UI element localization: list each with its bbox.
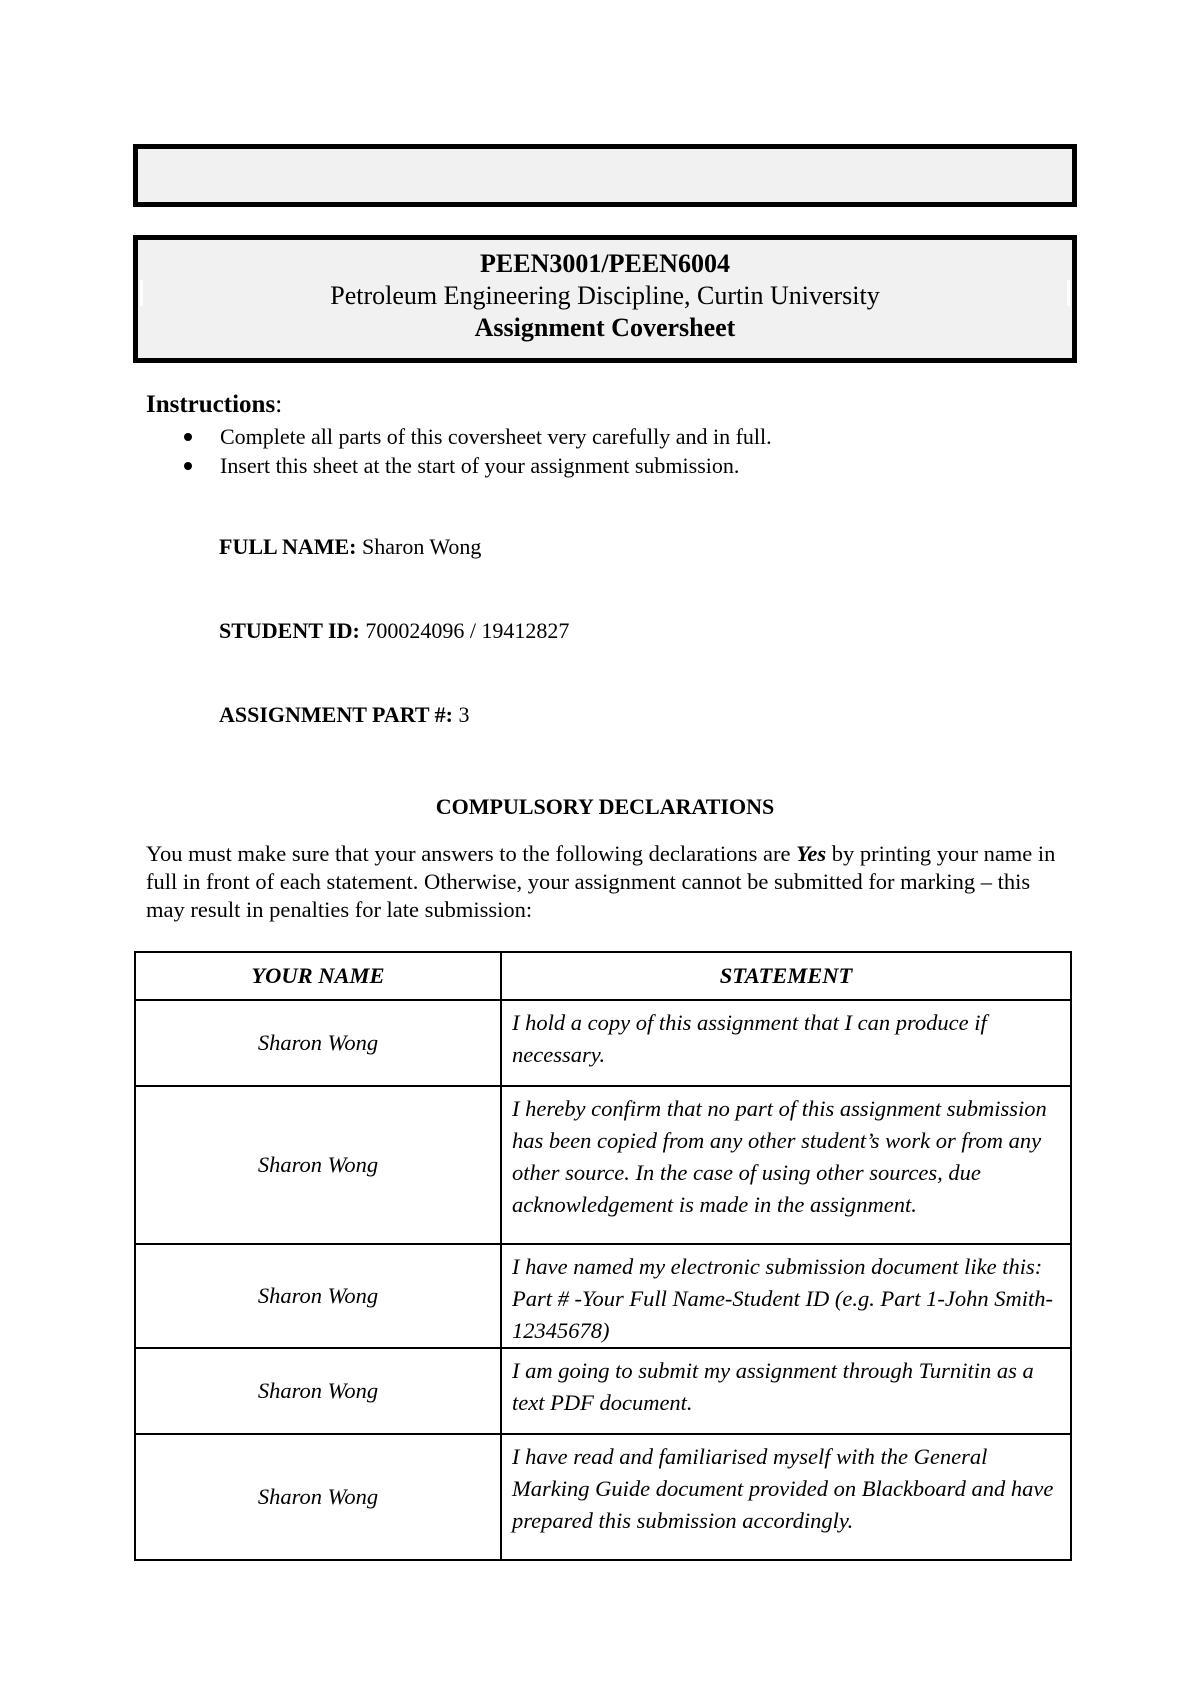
declarations-heading: COMPULSORY DECLARATIONS bbox=[435, 794, 775, 819]
table-row bbox=[135, 1244, 1071, 1348]
instructions-list bbox=[146, 422, 1046, 480]
student-id-field bbox=[219, 617, 569, 645]
statement-cell: I hold a copy of this assignment that I can produce if necessary. bbox=[501, 1000, 1071, 1086]
table-row bbox=[135, 1348, 1071, 1434]
document-title: Assignment Coversheet bbox=[474, 313, 736, 342]
table-row bbox=[135, 1000, 1071, 1086]
student-id-label: STUDENT ID: bbox=[219, 618, 360, 643]
table-row bbox=[135, 1434, 1071, 1560]
name-cell: Sharon Wong bbox=[135, 1086, 501, 1244]
name-cell: Sharon Wong bbox=[135, 1348, 501, 1434]
bullet-icon bbox=[184, 462, 192, 470]
statement-cell: I am going to submit my assignment through Turnitin as a text PDF document. bbox=[501, 1348, 1071, 1434]
table-header-row bbox=[135, 952, 1071, 1000]
declarations-intro: You must make sure that your answers to the following declarations are Yes by printing your name in full in front of each statement. Otherwise, your assignment cannot be submitted for marking – this may result in penalties for late submission: bbox=[146, 841, 1056, 922]
instructions-heading: Instructions: bbox=[146, 391, 283, 418]
bullet-icon bbox=[184, 433, 192, 441]
name-cell: Sharon Wong bbox=[135, 1434, 501, 1560]
box-edge-mark-right bbox=[1067, 280, 1070, 306]
course-code: PEEN3001/PEEN6004 bbox=[480, 249, 730, 278]
yes-emphasis: Yes bbox=[796, 841, 827, 866]
statement-cell: I have named my electronic submission document like this: Part # -Your Full Name-Student ID (e.g. Part 1-John Smith-12345678) bbox=[501, 1244, 1071, 1348]
column-header-name: YOUR NAME bbox=[135, 952, 501, 1000]
column-header-statement: STATEMENT bbox=[501, 952, 1071, 1000]
blank-header-box bbox=[133, 144, 1077, 207]
table-row bbox=[135, 1086, 1071, 1244]
instruction-item: Complete all parts of this coversheet very carefully and in full. bbox=[146, 422, 1046, 451]
student-id-value: 700024096 / 19412827 bbox=[365, 618, 570, 643]
full-name-field bbox=[219, 533, 481, 561]
instructions-section bbox=[146, 390, 1046, 480]
title-box bbox=[133, 235, 1077, 363]
statement-cell: I hereby confirm that no part of this assignment submission has been copied from any other student’s work or from any other source. In the case of using other sources, due acknowledgement is made in the assignment. bbox=[501, 1086, 1071, 1244]
full-name-value: Sharon Wong bbox=[362, 534, 482, 559]
assignment-part-field bbox=[219, 701, 469, 729]
box-edge-mark-left bbox=[140, 280, 143, 306]
department-name: Petroleum Engineering Discipline, Curtin University bbox=[330, 281, 880, 310]
name-cell: Sharon Wong bbox=[135, 1244, 501, 1348]
statement-cell: I have read and familiarised myself with the General Marking Guide document provided on Blackboard and have prepared this submission accordingly. bbox=[501, 1434, 1071, 1560]
declarations-table bbox=[134, 951, 1072, 1561]
instruction-item: Insert this sheet at the start of your assignment submission. bbox=[146, 451, 1046, 480]
assignment-part-label: ASSIGNMENT PART #: bbox=[219, 702, 453, 727]
full-name-label: FULL NAME: bbox=[219, 534, 357, 559]
name-cell: Sharon Wong bbox=[135, 1000, 501, 1086]
assignment-part-value: 3 bbox=[458, 702, 470, 727]
